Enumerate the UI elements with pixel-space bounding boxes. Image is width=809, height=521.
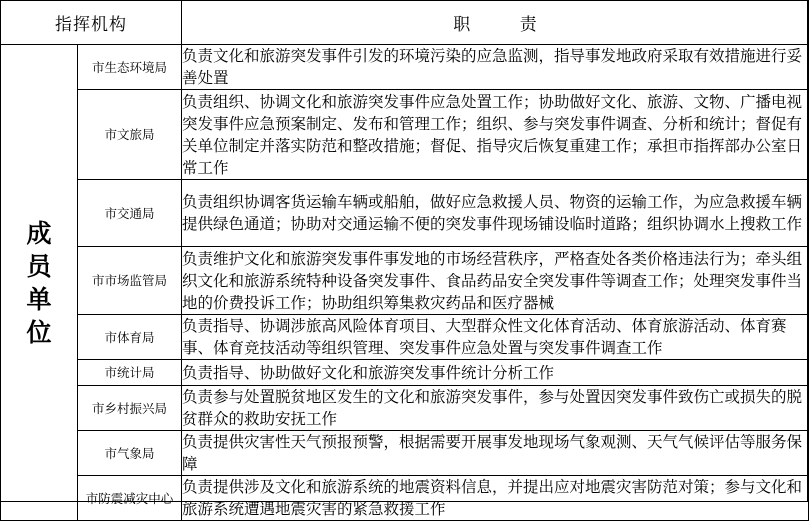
duty-cell: 负责指导、协调涉旅高风险体育项目、大型群众性文化体育活动、体育旅游活动、体育赛事、体育竞技活动等组织管理、突发事件应急处置与突发事件调查工作	[182, 315, 809, 360]
dept-cell: 市统计局	[78, 360, 182, 386]
dept-cell: 市生态环境局	[78, 45, 182, 90]
header-command-org: 指挥机构	[1, 1, 182, 45]
duty-cell: 负责指导、协助做好文化和旅游突发事件统计分析工作	[182, 360, 809, 386]
duty-cell: 负责组织、协调文化和旅游突发事件应急处置工作；协助做好文化、旅游、文物、广播电视突发事件应急预案制定、发布和管理工作；组织、参与突发事件调查、分析和统计；督促有关单位制定并落实防范和整改措施；督促、指导灾后恢复重建工作；承担市指挥部办公室日常工作	[182, 90, 809, 180]
dept-cell: 市体育局	[78, 315, 182, 360]
duty-cell: 负责参与处置脱贫地区发生的文化和旅游突发事件，参与处置因突发事件致伤亡或损失的脱贫群众的救助安抚工作	[182, 386, 809, 431]
duty-cell: 负责提供涉及文化和旅游系统的地震资料信息，并提出应对地震灾害防范对策；参与文化和旅游系统遭遇地震灾害的紧急救援工作	[182, 476, 809, 521]
header-duties: 职 责	[182, 1, 809, 45]
dept-cell: 市防震减灾中心	[78, 476, 182, 521]
duty-cell: 负责文化和旅游突发事件引发的环境污染的应急监测，指导事发地政府采取有效措施进行妥善处置	[182, 45, 809, 90]
table-frame	[1, 1, 808, 502]
dept-cell: 市气象局	[78, 431, 182, 476]
duty-cell: 负责维护文化和旅游突发事件事发地的市场经营秩序，严格查处各类价格违法行为；牵头组织文化和旅游系统特种设备突发事件、食品药品安全突发事件等调查工作；处理突发事件当地的价费投诉工作；协助组织筹集救灾药品和医疗器械	[182, 247, 809, 315]
dept-cell: 市文旅局	[78, 90, 182, 180]
member-units-label: 成员单位	[26, 218, 52, 347]
dept-cell: 市乡村振兴局	[78, 386, 182, 431]
duty-cell: 负责组织协调客货运输车辆或船舶，做好应急救援人员、物资的运输工作，为应急救援车辆提供绿色通道；协助对交通运输不便的突发事件现场铺设临时道路；组织协调水上搜救工作	[182, 180, 809, 247]
duty-cell: 负责提供灾害性天气预报预警，根据需要开展事发地现场气象观测、天气气候评估等服务保障	[182, 431, 809, 476]
dept-cell: 市交通局	[78, 180, 182, 247]
dept-cell: 市市场监管局	[78, 247, 182, 315]
